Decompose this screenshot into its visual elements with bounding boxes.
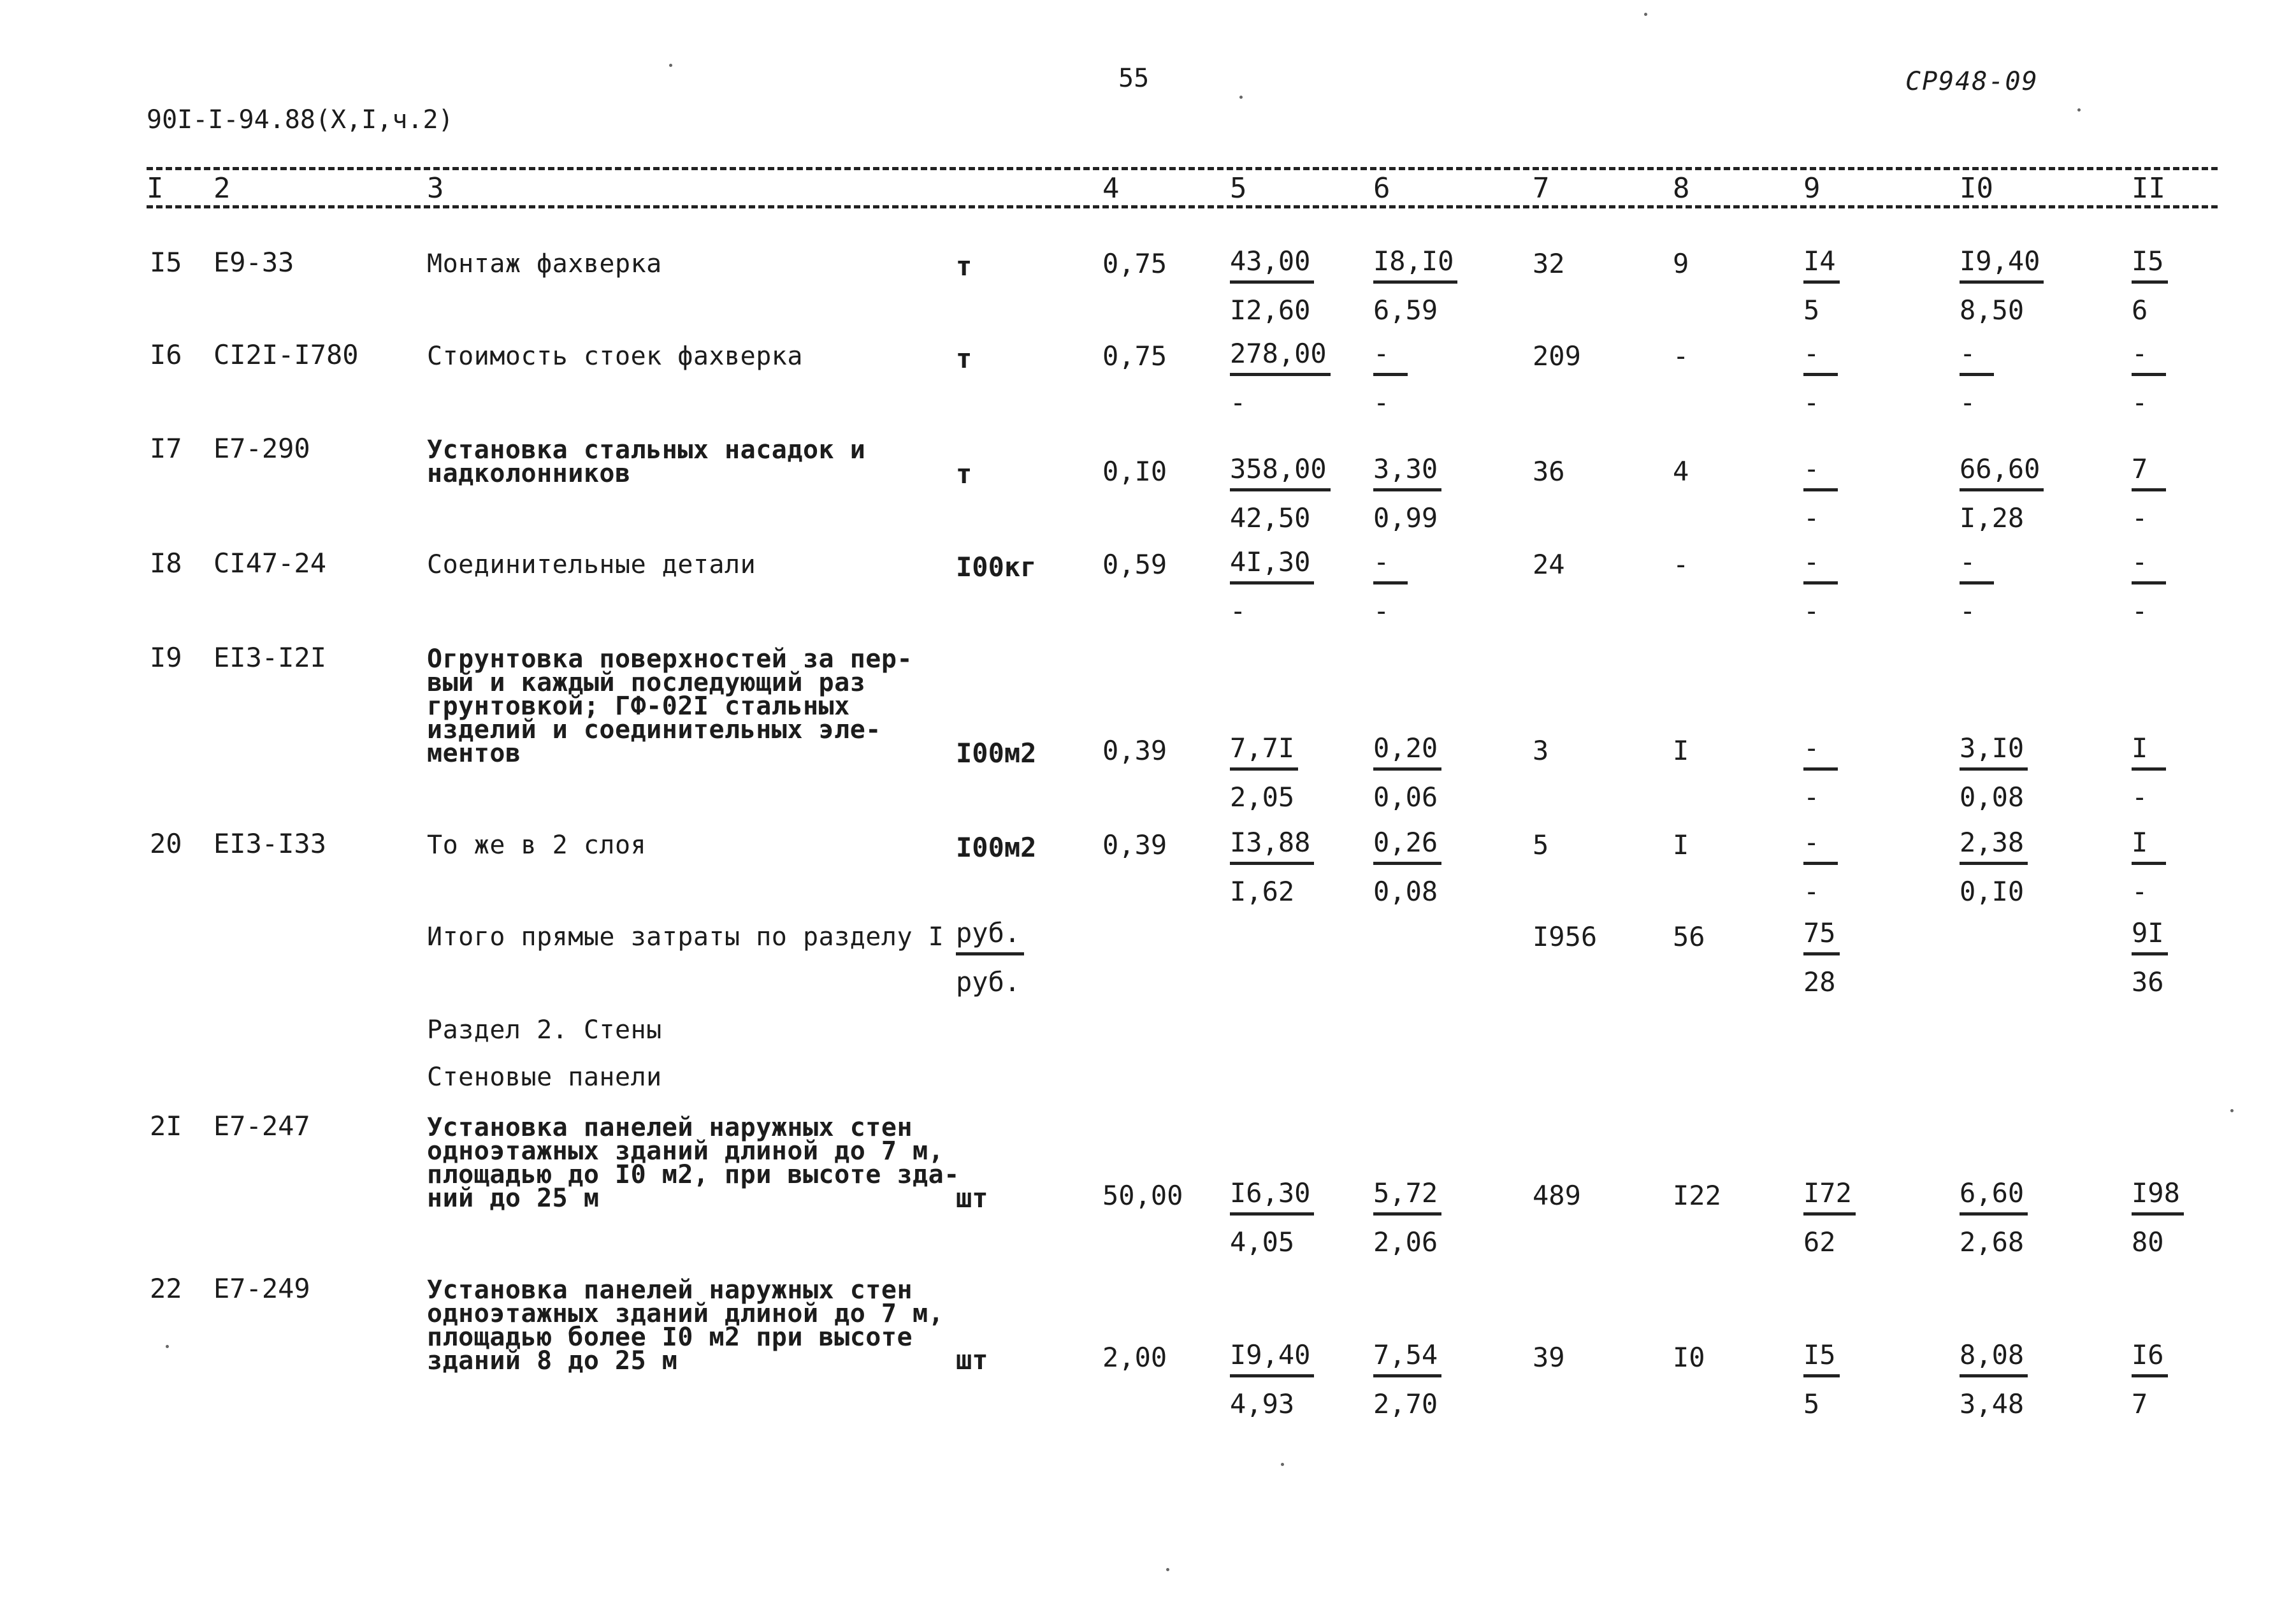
row-col8: I [1673,735,1689,766]
row-col9-bot: - [1803,781,1820,813]
row-col5 [1230,338,1331,418]
row-col9-top: - [1803,338,1838,376]
description-line: надколонников [427,459,631,488]
total-col7: I956 [1533,921,1598,952]
row-col10-top: - [1960,338,1994,376]
section-title: Раздел 2. Стены [427,1015,662,1045]
row-col11 [2132,338,2166,418]
description-line: Монтаж фахверка [427,249,662,279]
row-col6 [1373,338,1408,418]
total-unit-bot: руб. [956,966,1021,998]
row-col11 [2132,246,2168,326]
row-col5-top: 358,00 [1230,454,1331,491]
row-col11-top: I [2132,733,2166,771]
document-code: 90I-I-94.88(X,I,ч.2) [147,105,454,134]
row-col10 [1960,547,1994,627]
row-col5-top: 278,00 [1230,338,1331,376]
row-number: 22 [150,1273,182,1304]
row-unit: I00м2 [956,737,1037,769]
row-col11-bot: - [2132,502,2148,534]
description-line: ментов [427,739,521,768]
row-quantity: 0,75 [1102,340,1167,372]
row-code: E9-33 [213,247,294,278]
row-col11-bot: - [2132,781,2148,813]
row-col6-bot: 2,06 [1373,1226,1438,1258]
row-col9-bot: - [1803,387,1820,418]
description-line: одноэтажных зданий длиной до 7 м, [427,1299,944,1328]
row-col11 [2132,1340,2168,1419]
total-col9 [1803,918,1840,998]
row-quantity: 2,00 [1102,1342,1167,1373]
speck [1644,13,1647,16]
speck [1281,1463,1284,1466]
row-col7: 24 [1533,549,1565,580]
row-col10-top: 6,60 [1960,1178,2028,1216]
total-col11-top: 9I [2132,918,2168,955]
row-col9-top: I5 [1803,1340,1840,1377]
row-col11-top: I5 [2132,246,2168,284]
row-col10-bot: 3,48 [1960,1388,2025,1419]
row-col7: 36 [1533,456,1565,487]
description-line: Огрунтовка поверхностей за пер- [427,644,913,674]
row-number: I6 [150,339,182,370]
row-code: CI47-24 [213,548,327,579]
row-col9-top: I4 [1803,246,1840,284]
row-unit: шт [956,1344,988,1376]
row-quantity: 0,39 [1102,829,1167,860]
row-description [427,1275,944,1376]
row-col10 [1960,733,2028,813]
speck [1166,1568,1169,1571]
row-col9-bot: 5 [1803,294,1820,326]
row-col10-bot: I,28 [1960,502,2025,534]
row-col10-bot: 8,50 [1960,294,2025,326]
row-col5 [1230,1340,1314,1419]
row-col11-bot: - [2132,387,2148,418]
row-col11-bot: - [2132,876,2148,907]
row-col8: I [1673,829,1689,860]
row-col10-bot: 0,08 [1960,781,2025,813]
total-col11 [2132,918,2168,998]
row-col10 [1960,338,1994,418]
total-col9-top: 75 [1803,918,1840,955]
row-col11 [2132,547,2166,627]
row-col11-bot: 7 [2132,1388,2148,1419]
row-col10 [1960,827,2028,907]
row-code: CI2I-I780 [213,339,359,370]
row-col10-top: 66,60 [1960,454,2044,491]
row-col10 [1960,1340,2028,1419]
row-unit: т [956,250,972,282]
row-col10-bot: 2,68 [1960,1226,2025,1258]
row-col11-bot: 6 [2132,294,2148,326]
row-col9-bot: - [1803,876,1820,907]
description-line: Установка панелей наружных стен [427,1113,913,1142]
row-unit: I00м2 [956,832,1037,863]
row-col9-bot: - [1803,502,1820,534]
row-col6 [1373,246,1457,326]
row-col8: - [1673,549,1689,580]
row-col5-bot: 2,05 [1230,781,1295,813]
row-col9 [1803,1178,1856,1258]
row-col6-top: 5,72 [1373,1178,1441,1216]
page-number: 55 [1118,64,1150,93]
row-col11-bot: - [2132,595,2148,627]
row-code: EI3-I2I [213,642,327,673]
row-col11 [2132,827,2166,907]
col-header-2: 2 [213,172,231,205]
row-col6 [1373,827,1441,907]
row-code: EI3-I33 [213,828,327,859]
row-col11-top: 7 [2132,454,2166,491]
row-col10-top: I9,40 [1960,246,2044,284]
row-col5-top: 4I,30 [1230,547,1314,584]
description-line: одноэтажных зданий длиной до 7 м, [427,1136,944,1166]
row-col7: 39 [1533,1342,1565,1373]
row-col8: 4 [1673,456,1689,487]
row-col5-bot: - [1230,387,1246,418]
row-col10-top: 3,I0 [1960,733,2028,771]
row-unit: I00кг [956,551,1037,583]
col-header-3: 3 [427,172,444,205]
row-col11 [2132,1178,2184,1258]
col-header-9: 9 [1803,172,1821,205]
row-col8: I0 [1673,1342,1705,1373]
row-description [427,1113,960,1213]
row-col7: 209 [1533,340,1581,372]
row-col5 [1230,1178,1314,1258]
row-col6 [1373,1178,1441,1258]
row-col11-top: I [2132,827,2166,865]
row-number: I5 [150,247,182,278]
row-col10-bot: 0,I0 [1960,876,2025,907]
row-col10-top: 8,08 [1960,1340,2028,1377]
description-line: Стоимость стоек фахверка [427,342,803,371]
row-col11-top: - [2132,547,2166,584]
total-unit [956,918,1024,998]
col-header-1: I [147,172,164,205]
row-col9 [1803,454,1838,534]
row-col9-bot: - [1803,595,1820,627]
row-col11 [2132,454,2166,534]
col-header-5: 5 [1230,172,1247,205]
description-line: ний до 25 м [427,1184,600,1213]
row-col6-bot: 0,99 [1373,502,1438,534]
description-line: То же в 2 слоя [427,831,647,860]
description-line: зданий 8 до 25 м [427,1346,678,1376]
row-col9-top: - [1803,547,1838,584]
row-number: I8 [150,548,182,579]
row-col5-bot: - [1230,595,1246,627]
description-line: площадью до I0 м2, при высоте зда- [427,1160,960,1189]
row-col7: 32 [1533,248,1565,279]
description-line: вый и каждый последующий раз [427,668,866,697]
row-col7: 489 [1533,1180,1581,1211]
row-col5-bot: 42,50 [1230,502,1311,534]
row-col6-top: I8,I0 [1373,246,1457,284]
row-col5-bot: I2,60 [1230,294,1311,326]
row-col6-top: 7,54 [1373,1340,1441,1377]
row-col6-bot: 0,06 [1373,781,1438,813]
speck [1239,96,1243,99]
row-col10-top: - [1960,547,1994,584]
row-col9-top: - [1803,733,1838,771]
row-unit: т [956,343,972,374]
row-col6-bot: - [1373,387,1390,418]
row-code: E7-290 [213,433,310,464]
header-rule-top [147,167,2218,170]
row-col6-bot: 6,59 [1373,294,1438,326]
row-col6-top: - [1373,547,1408,584]
row-col5-bot: I,62 [1230,876,1295,907]
row-col6 [1373,1340,1441,1419]
row-col9-bot: 5 [1803,1388,1820,1419]
row-code: E7-249 [213,1273,310,1304]
row-description [427,644,913,768]
description-line: площадью более I0 м2 при высоте [427,1323,913,1352]
row-col5 [1230,547,1314,627]
row-col8: 9 [1673,248,1689,279]
col-header-11: II [2132,172,2165,205]
row-col9-top: I72 [1803,1178,1856,1216]
row-col5-bot: 4,93 [1230,1388,1295,1419]
row-col11-top: I6 [2132,1340,2168,1377]
row-col9 [1803,827,1838,907]
row-code: E7-247 [213,1110,310,1142]
row-col9-bot: 62 [1803,1226,1836,1258]
row-col9 [1803,1340,1840,1419]
row-unit: т [956,458,972,490]
row-description [427,249,662,279]
speck [669,64,672,67]
row-description [427,831,647,860]
total-col9-bot: 28 [1803,966,1836,998]
row-col11-top: - [2132,338,2166,376]
row-col10 [1960,246,2044,326]
row-col10-bot: - [1960,387,1976,418]
row-col9 [1803,338,1838,418]
row-col5-top: I6,30 [1230,1178,1314,1216]
row-col6-top: - [1373,338,1408,376]
row-col5-top: I9,40 [1230,1340,1314,1377]
row-quantity: 50,00 [1102,1180,1183,1211]
row-col9 [1803,246,1840,326]
row-number: 20 [150,828,182,859]
header-rule-bottom [147,205,2218,208]
col-header-8: 8 [1673,172,1690,205]
section-subtitle: Стеновые панели [427,1063,662,1092]
total-unit-top: руб. [956,918,1024,955]
row-number: 2I [150,1110,182,1142]
row-quantity: 0,75 [1102,248,1167,279]
speck [2230,1109,2234,1112]
row-col5 [1230,246,1314,326]
row-col7: 3 [1533,735,1549,766]
row-col8: - [1673,340,1689,372]
description-line: Установка стальных насадок и [427,435,866,465]
row-description [427,435,866,488]
row-col6-top: 0,20 [1373,733,1441,771]
row-col11 [2132,733,2166,813]
row-col9 [1803,547,1838,627]
row-col5-bot: 4,05 [1230,1226,1295,1258]
row-col5 [1230,454,1331,534]
speck [166,1345,169,1348]
row-col10 [1960,1178,2028,1258]
row-number: I7 [150,433,182,464]
row-quantity: 0,59 [1102,549,1167,580]
row-col11-top: I98 [2132,1178,2184,1216]
row-col9 [1803,733,1838,813]
row-col10 [1960,454,2044,534]
description-line: Соединительные детали [427,550,756,579]
description-line: грунтовкой; ГФ-02I стальных [427,692,850,721]
row-col9-top: - [1803,827,1838,865]
row-col6 [1373,733,1441,813]
row-unit: шт [956,1182,988,1214]
description-line: Установка панелей наружных стен [427,1275,913,1305]
archive-stamp: СР948-09 [1905,67,2039,96]
col-header-4: 4 [1102,172,1120,205]
row-col5-top: 43,00 [1230,246,1314,284]
row-col10-top: 2,38 [1960,827,2028,865]
row-col5-top: 7,7I [1230,733,1298,771]
row-col6-bot: 2,70 [1373,1388,1438,1419]
row-col6-bot: 0,08 [1373,876,1438,907]
row-quantity: 0,39 [1102,735,1167,766]
row-col5-top: I3,88 [1230,827,1314,865]
total-col8: 56 [1673,921,1705,952]
row-col8: I22 [1673,1180,1721,1211]
row-quantity: 0,I0 [1102,456,1167,487]
row-col10-bot: - [1960,595,1976,627]
description-line: изделий и соединительных эле- [427,715,881,744]
row-description [427,342,803,371]
row-number: I9 [150,642,182,673]
row-col6-top: 0,26 [1373,827,1441,865]
row-col5 [1230,733,1298,813]
total-label: Итого прямые затраты по разделу I [427,922,944,952]
row-col6-bot: - [1373,595,1390,627]
col-header-7: 7 [1533,172,1550,205]
col-header-10: I0 [1960,172,1993,205]
row-col6 [1373,547,1408,627]
row-col6-top: 3,30 [1373,454,1441,491]
row-col6 [1373,454,1441,534]
row-col11-bot: 80 [2132,1226,2164,1258]
row-col9-top: - [1803,454,1838,491]
row-description [427,550,756,579]
row-col7: 5 [1533,829,1549,860]
row-col5 [1230,827,1314,907]
total-col11-bot: 36 [2132,966,2164,998]
speck [2077,108,2081,112]
col-header-6: 6 [1373,172,1390,205]
